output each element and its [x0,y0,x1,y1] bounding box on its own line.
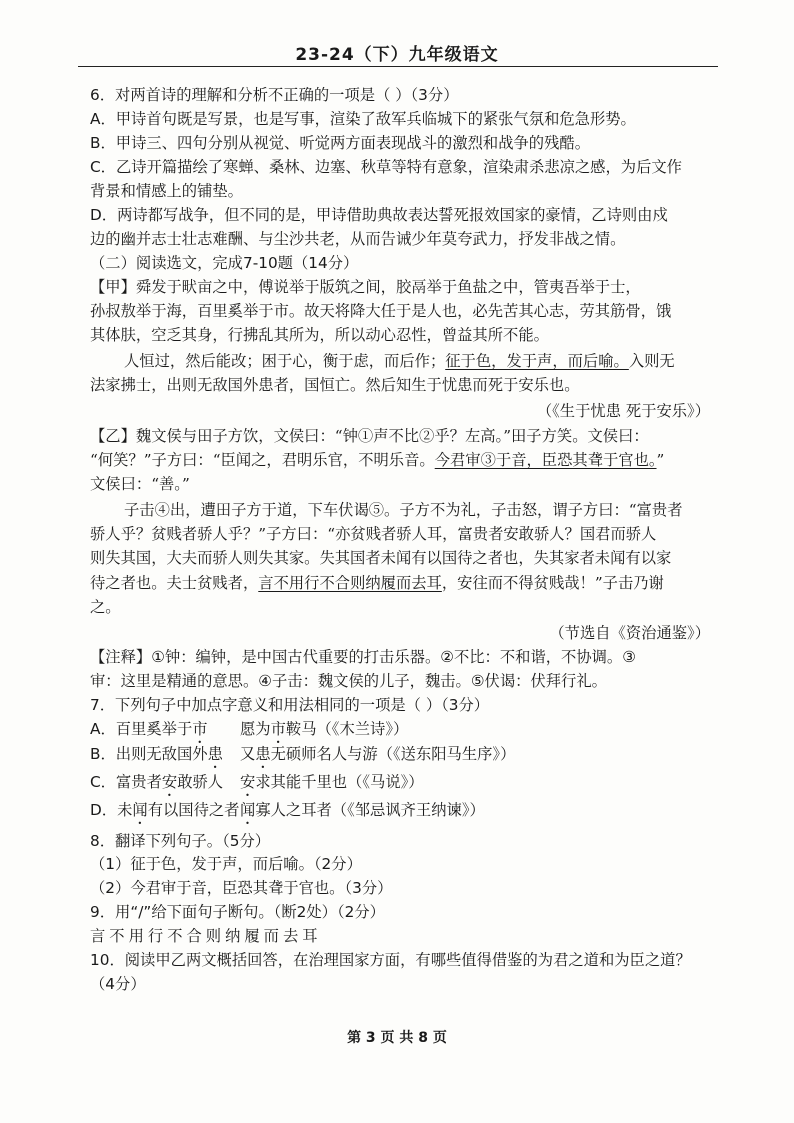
q7-c-left-end: 敢骄人 [177,773,224,791]
q7-option-c [90,771,424,800]
jia-line4-end: 入则无 [628,352,675,370]
q8-sentence-2: （2）今君审于音，臣恐其聋于官也。（3分） [90,879,393,897]
yi-line6: 则失其国，大夫而骄人则失其家。失其国者未闻有以国待之者也，失其家者未闻有以家 [90,549,672,567]
q7-b-dotted-char: 患 [207,745,223,763]
yi-line8: 之。 [90,598,121,616]
q7-a-right-start: 愿为 [240,720,271,738]
jia-source: （《生于忧患 死于安乐》） [536,402,710,420]
q10-line2: （4分） [90,975,146,993]
q9-sentence: 言不用行不合则纳履而去耳 [90,927,322,945]
yi-line1: 【乙】魏文侯与田子方饮，文侯曰：“钟①声不比②乎？左高。”田子方笑。文侯曰： [90,427,649,445]
q7-a-dotted-char: 市 [192,720,208,738]
q9-stem: 9．用“/”给下面句子断句。（断2处）（2分） [90,903,385,921]
q6-option-a: A．甲诗首句既是写景，也是写事，渲染了敌军兵临城下的紧张气氛和危急形势。 [90,110,636,128]
yi-line5: 骄人乎？贫贱者骄人乎？”子方曰：“亦贫贱者骄人耳，富贵者安敢骄人？国君而骄人 [90,525,657,543]
q7-d-right-dotted-char: 闻 [240,801,256,819]
yi-line3: 文侯曰：“善。” [90,475,190,493]
q8-sentence-1: （1）征于色，发于声，而后喻。（2分） [90,855,362,873]
header-divider [78,66,718,67]
yi-line7-end: ，安往而不得贫贱哉！”子击乃谢 [441,574,664,592]
jia-line1: 【甲】舜发于畎亩之中，傅说举于版筑之间，胶鬲举于鱼盐之中，管夷吾举于士， [90,278,641,296]
yi-underlined-sentence-1: 今君审③于音，臣恐其聋于官也。 [434,451,657,469]
yi-source: （节选自《资治通鉴》） [549,624,710,642]
jia-line4-start: 人恒过，然后能改；困于心，衡于虑，而后作； [124,352,446,370]
jia-line5: 法家拂士，出则无敌国外患者，国恒亡。然后知生于忧患而死于安乐也。 [90,376,580,394]
q7-c-right-dotted-char: 安 [240,773,256,791]
q7-b-left: B．出则无敌国外 [90,745,208,763]
q7-stem: 7．下列句子中加点字意义和用法相同的一项是（ ）（3分） [90,696,490,714]
notes-line1: 【注释】①钟：编钟，是中国古代重要的打击乐器。②不比：不和谐，不协调。③ [90,648,636,666]
q7-d-right-end: 寡人之耳者（《邹忌讽齐王纳谏》） [255,801,485,819]
q7-d-dotted-char: 闻 [132,801,148,819]
q7-option-d [90,799,485,828]
jia-line3: 其体肤，空乏其身，行拂乱其所为，所以动心忍性，曾益其所不能。 [90,326,549,344]
q7-a-left: A．百里奚举于 [90,720,193,738]
q7-option-b [90,743,515,772]
jia-line2: 孙叔敖举于海，百里奚举于市。故天将降大任于是人也，必先苦其心志，劳其筋骨，饿 [90,302,672,320]
q7-b-right-end: 无硕师名人与游（《送东阳马生序》） [270,745,516,763]
q7-d-left-end: 有以国待之者 [147,801,240,819]
jia-underlined-sentence: 征于色，发于声，而后喻。 [445,352,629,370]
q6-option-d-line2: 边的幽并志士壮志难酬、与尘沙共老，从而告诫少年莫夸武力，抒发非战之情。 [90,230,626,248]
notes-line2: 审：这里是精通的意思。④子击：魏文侯的儿子，魏击。⑤伏谒：伏拜行礼。 [90,672,607,690]
q7-a-right-dotted-char: 市 [270,720,286,738]
yi-line2 [90,449,664,471]
q6-option-c-line2: 背景和情感上的铺垫。 [90,182,243,200]
section2-title: （二）阅读选文，完成7-10题（14分） [90,254,359,272]
yi-underlined-sentence-2: 言不用行不合则纳履而去耳 [258,574,442,592]
q6-option-b: B．甲诗三、四句分别从视觉、听觉两方面表现战斗的激烈和战争的残酷。 [90,134,590,152]
yi-line2-end: ” [656,451,665,469]
q7-b-right-dotted-char: 患 [255,745,271,763]
yi-line2-start: “何笑？”子方曰：“臣闻之，君明乐官，不明乐音。 [90,451,435,469]
yi-line7-start: 待之者也。夫士贫贱者， [90,574,259,592]
q7-c-right-end: 求其能千里也（《马说》） [255,773,424,791]
jia-line4 [124,350,675,372]
q7-d-left-start: D．未 [90,801,133,819]
q6-option-d-line1: D．两诗都写战争，但不同的是，甲诗借助典故表达誓死报效国家的豪情，乙诗则由戍 [90,206,668,224]
page-footer: 第 3 页 共 8 页 [347,1030,447,1046]
yi-line7 [90,572,664,594]
page-header: 23-24（下）九年级语文 [295,45,499,65]
q8-stem: 8．翻译下列句子。（5分） [90,832,271,850]
q7-c-left-start: C．富贵者 [90,773,162,791]
yi-line4: 子击④出，遭田子方于道，下车伏谒⑤。子方不为礼，子击怒，谓子方曰：“富贵者 [124,501,683,519]
q6-option-c-line1: C．乙诗开篇描绘了寒蝉、桑林、边塞、秋草等特有意象，渲染肃杀悲凉之感，为后文作 [90,158,682,176]
q7-a-right-end: 鞍马（《木兰诗》） [285,720,409,738]
q7-b-right-start: 又 [240,745,256,763]
q6-stem: 6．对两首诗的理解和分析不正确的一项是（ ）（3分） [90,86,459,104]
q7-c-dotted-char: 安 [161,773,178,791]
q10-line1: 10．阅读甲乙两文概括回答，在治理国家方面，有哪些值得借鉴的为君之道和为臣之道？ [90,951,691,969]
